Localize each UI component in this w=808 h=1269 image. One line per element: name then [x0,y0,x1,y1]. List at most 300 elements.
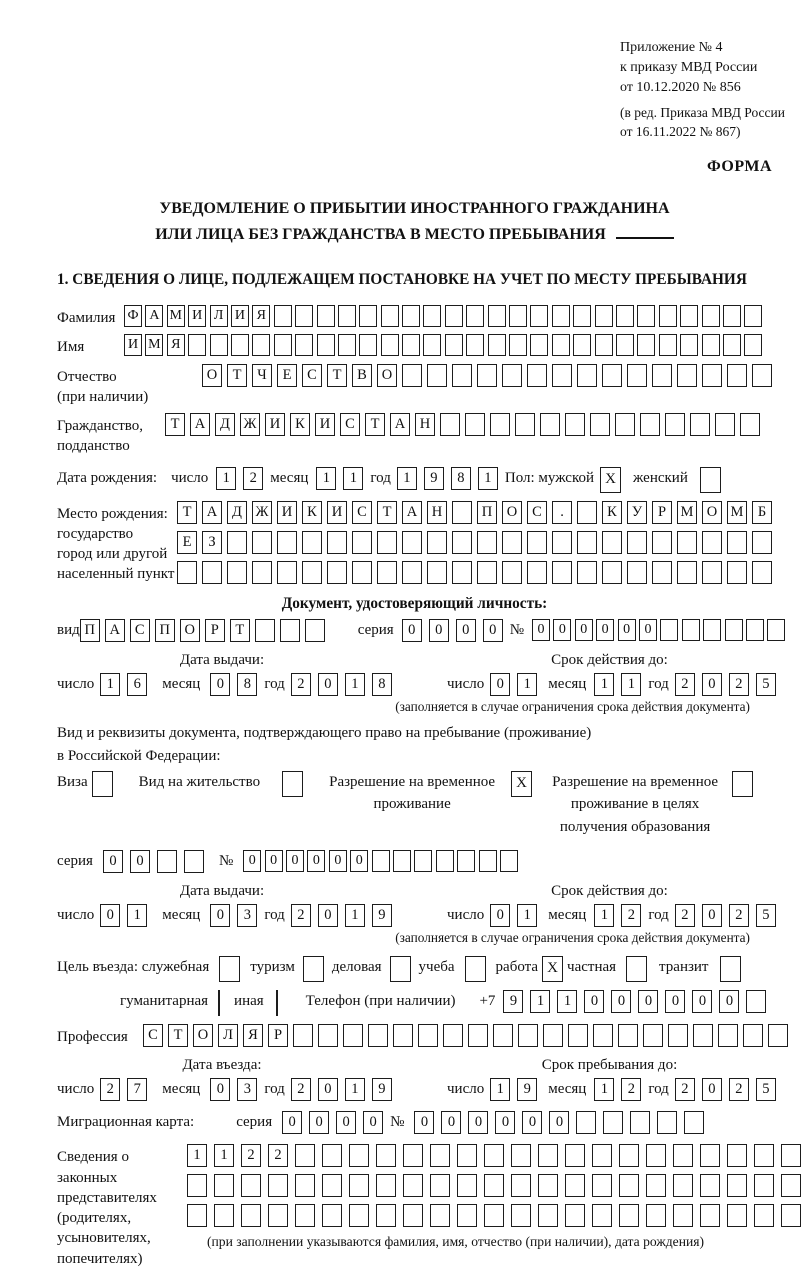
char-box[interactable] [430,1204,450,1227]
char-box[interactable]: 0 [692,990,712,1013]
char-box[interactable] [427,364,447,387]
char-box[interactable] [214,1204,234,1227]
char-box[interactable]: З [202,531,222,554]
char-box[interactable] [577,364,597,387]
char-box[interactable] [657,1111,677,1134]
char-box[interactable] [725,619,743,641]
char-box[interactable] [540,413,560,436]
char-box[interactable] [552,364,572,387]
temp-residence-checkbox[interactable]: X [511,771,532,797]
char-box[interactable]: Т [365,413,385,436]
char-box[interactable]: 1 [345,673,365,696]
char-box[interactable]: 0 [490,673,510,696]
char-box[interactable] [752,531,772,554]
char-box[interactable]: С [527,501,547,524]
char-box[interactable]: 9 [503,990,523,1013]
char-box[interactable] [619,1144,639,1167]
char-box[interactable] [465,413,485,436]
char-box[interactable]: 8 [372,673,392,696]
char-box[interactable]: 0 [336,1111,356,1134]
char-box[interactable] [565,1174,585,1197]
char-box[interactable]: К [302,501,322,524]
char-box[interactable] [477,561,497,584]
char-box[interactable]: С [130,619,150,642]
char-box[interactable]: 1 [127,904,147,927]
char-box[interactable]: 0 [495,1111,515,1134]
char-box[interactable] [538,1204,558,1227]
char-box[interactable]: 0 [243,850,261,872]
char-box[interactable]: Ч [252,364,272,387]
char-box[interactable] [700,1204,720,1227]
char-box[interactable] [457,850,475,872]
char-box[interactable] [659,334,677,356]
char-box[interactable]: 1 [214,1144,234,1167]
char-box[interactable]: Л [218,1024,238,1047]
char-box[interactable] [619,1174,639,1197]
char-box[interactable] [445,334,463,356]
char-box[interactable]: 0 [265,850,283,872]
char-box[interactable] [274,305,292,327]
char-box[interactable] [423,334,441,356]
char-box[interactable]: В [352,364,372,387]
char-box[interactable]: 0 [130,850,150,873]
char-box[interactable] [702,531,722,554]
char-box[interactable] [565,413,585,436]
char-box[interactable] [568,1024,588,1047]
char-box[interactable]: Т [327,364,347,387]
char-box[interactable]: 1 [187,1144,207,1167]
char-box[interactable] [317,334,335,356]
char-box[interactable] [527,364,547,387]
char-box[interactable]: 2 [243,467,263,490]
char-box[interactable]: Т [177,501,197,524]
char-box[interactable] [349,1204,369,1227]
char-box[interactable]: С [302,364,322,387]
char-box[interactable] [327,561,347,584]
char-box[interactable] [616,305,634,327]
char-box[interactable] [305,619,325,642]
char-box[interactable]: 2 [729,673,749,696]
char-box[interactable] [754,1144,774,1167]
char-box[interactable] [727,1174,747,1197]
char-box[interactable]: А [145,305,163,327]
char-box[interactable] [754,1174,774,1197]
char-box[interactable] [727,364,747,387]
char-box[interactable] [488,334,506,356]
char-box[interactable] [619,1204,639,1227]
char-box[interactable] [349,1144,369,1167]
char-box[interactable] [452,531,472,554]
char-box[interactable]: М [145,334,163,356]
purpose-chastnaya-checkbox[interactable] [626,956,647,982]
char-box[interactable] [677,531,697,554]
char-box[interactable]: А [105,619,125,642]
char-box[interactable] [630,1111,650,1134]
char-box[interactable]: Р [652,501,672,524]
char-box[interactable] [402,364,422,387]
char-box[interactable]: 0 [618,619,636,641]
char-box[interactable]: 0 [638,990,658,1013]
char-box[interactable] [393,850,411,872]
char-box[interactable] [768,1024,788,1047]
char-box[interactable] [202,561,222,584]
char-box[interactable] [500,850,518,872]
char-box[interactable] [754,1204,774,1227]
char-box[interactable]: А [190,413,210,436]
char-box[interactable] [718,1024,738,1047]
char-box[interactable] [700,1144,720,1167]
char-box[interactable] [368,1024,388,1047]
char-box[interactable] [338,305,356,327]
char-box[interactable]: 0 [318,904,338,927]
char-box[interactable] [214,1174,234,1197]
char-box[interactable] [452,501,472,524]
char-box[interactable]: 6 [127,673,147,696]
char-box[interactable]: О [502,501,522,524]
char-box[interactable]: 0 [363,1111,383,1134]
char-box[interactable] [668,1024,688,1047]
char-box[interactable]: А [202,501,222,524]
char-box[interactable] [352,561,372,584]
char-box[interactable] [493,1024,513,1047]
char-box[interactable] [381,334,399,356]
char-box[interactable] [295,305,313,327]
char-box[interactable] [746,619,764,641]
purpose-inaya-checkbox[interactable] [276,990,278,1016]
char-box[interactable]: 0 [402,619,422,642]
char-box[interactable]: 0 [719,990,739,1013]
char-box[interactable] [440,413,460,436]
char-box[interactable] [343,1024,363,1047]
char-box[interactable]: И [231,305,249,327]
char-box[interactable] [187,1174,207,1197]
char-box[interactable] [352,531,372,554]
char-box[interactable] [518,1024,538,1047]
char-box[interactable]: 1 [594,904,614,927]
char-box[interactable] [715,413,735,436]
char-box[interactable]: 2 [675,1078,695,1101]
char-box[interactable]: Б [752,501,772,524]
char-box[interactable]: 2 [291,1078,311,1101]
char-box[interactable]: 2 [729,904,749,927]
char-box[interactable] [488,305,506,327]
char-box[interactable]: Т [227,364,247,387]
char-box[interactable] [277,561,297,584]
char-box[interactable] [502,364,522,387]
char-box[interactable] [593,1024,613,1047]
char-box[interactable]: С [352,501,372,524]
char-box[interactable]: 0 [702,673,722,696]
char-box[interactable] [445,305,463,327]
char-box[interactable] [682,619,700,641]
temp-residence-edu-checkbox[interactable] [732,771,753,797]
char-box[interactable]: 0 [665,990,685,1013]
char-box[interactable]: О [202,364,222,387]
char-box[interactable]: М [167,305,185,327]
char-box[interactable]: 0 [307,850,325,872]
char-box[interactable] [702,334,720,356]
char-box[interactable] [430,1144,450,1167]
char-box[interactable] [637,334,655,356]
sex-male-checkbox[interactable]: X [600,467,621,493]
char-box[interactable]: 9 [372,904,392,927]
char-box[interactable] [752,364,772,387]
char-box[interactable] [338,334,356,356]
char-box[interactable] [457,1144,477,1167]
char-box[interactable] [393,1024,413,1047]
char-box[interactable]: 1 [397,467,417,490]
char-box[interactable] [477,364,497,387]
char-box[interactable] [652,531,672,554]
char-box[interactable]: 1 [490,1078,510,1101]
char-box[interactable] [274,334,292,356]
char-box[interactable] [727,1144,747,1167]
sex-female-checkbox[interactable] [700,467,721,493]
char-box[interactable] [602,364,622,387]
char-box[interactable]: Я [252,305,270,327]
char-box[interactable]: 9 [517,1078,537,1101]
char-box[interactable]: 1 [517,904,537,927]
char-box[interactable]: 1 [345,904,365,927]
char-box[interactable]: Ж [240,413,260,436]
char-box[interactable]: 0 [210,904,230,927]
char-box[interactable] [727,561,747,584]
char-box[interactable]: 2 [729,1078,749,1101]
char-box[interactable] [743,1024,763,1047]
char-box[interactable] [377,561,397,584]
char-box[interactable] [781,1174,801,1197]
char-box[interactable] [700,1174,720,1197]
char-box[interactable] [466,334,484,356]
char-box[interactable] [452,561,472,584]
char-box[interactable]: 0 [329,850,347,872]
char-box[interactable] [414,850,432,872]
char-box[interactable]: 2 [291,673,311,696]
char-box[interactable]: 7 [127,1078,147,1101]
char-box[interactable]: И [265,413,285,436]
char-box[interactable] [241,1174,261,1197]
char-box[interactable] [423,305,441,327]
char-box[interactable] [295,1144,315,1167]
char-box[interactable] [430,1174,450,1197]
char-box[interactable] [659,305,677,327]
char-box[interactable] [277,531,297,554]
char-box[interactable] [530,305,548,327]
char-box[interactable] [646,1204,666,1227]
char-box[interactable] [227,531,247,554]
char-box[interactable]: 0 [100,904,120,927]
char-box[interactable] [543,1024,563,1047]
char-box[interactable] [381,305,399,327]
char-box[interactable] [227,561,247,584]
char-box[interactable] [322,1204,342,1227]
char-box[interactable]: А [402,501,422,524]
char-box[interactable] [511,1204,531,1227]
char-box[interactable] [295,1174,315,1197]
char-box[interactable]: 2 [621,1078,641,1101]
char-box[interactable] [302,531,322,554]
char-box[interactable]: Е [177,531,197,554]
char-box[interactable] [255,619,275,642]
char-box[interactable]: 0 [584,990,604,1013]
char-box[interactable] [403,1204,423,1227]
char-box[interactable]: 0 [549,1111,569,1134]
char-box[interactable] [592,1144,612,1167]
char-box[interactable] [660,619,678,641]
char-box[interactable] [577,561,597,584]
char-box[interactable] [372,850,390,872]
char-box[interactable] [615,413,635,436]
char-box[interactable]: . [552,501,572,524]
char-box[interactable] [640,413,660,436]
purpose-rabota-checkbox[interactable]: X [542,956,563,982]
char-box[interactable] [177,561,197,584]
char-box[interactable]: С [143,1024,163,1047]
char-box[interactable]: Р [205,619,225,642]
char-box[interactable] [268,1174,288,1197]
char-box[interactable] [702,364,722,387]
char-box[interactable]: 1 [594,1078,614,1101]
char-box[interactable]: О [180,619,200,642]
char-box[interactable]: 0 [639,619,657,641]
char-box[interactable]: Н [427,501,447,524]
char-box[interactable]: 2 [675,673,695,696]
char-box[interactable] [479,850,497,872]
char-box[interactable]: 0 [282,1111,302,1134]
char-box[interactable]: 0 [414,1111,434,1134]
char-box[interactable] [595,305,613,327]
char-box[interactable] [295,1204,315,1227]
char-box[interactable]: Я [243,1024,263,1047]
char-box[interactable] [595,334,613,356]
char-box[interactable] [403,1174,423,1197]
residence-permit-checkbox[interactable] [282,771,303,797]
char-box[interactable] [627,561,647,584]
char-box[interactable] [402,305,420,327]
char-box[interactable] [515,413,535,436]
char-box[interactable] [565,1204,585,1227]
char-box[interactable]: Е [277,364,297,387]
char-box[interactable]: А [390,413,410,436]
char-box[interactable]: О [377,364,397,387]
char-box[interactable]: 0 [210,673,230,696]
char-box[interactable]: М [677,501,697,524]
char-box[interactable] [573,305,591,327]
char-box[interactable]: О [702,501,722,524]
char-box[interactable]: П [80,619,100,642]
char-box[interactable]: 8 [451,467,471,490]
char-box[interactable]: 0 [522,1111,542,1134]
char-box[interactable] [280,619,300,642]
char-box[interactable] [781,1204,801,1227]
char-box[interactable] [767,619,785,641]
char-box[interactable] [457,1174,477,1197]
char-box[interactable] [646,1174,666,1197]
purpose-turizm-checkbox[interactable] [303,956,324,982]
char-box[interactable]: 2 [100,1078,120,1101]
char-box[interactable] [665,413,685,436]
char-box[interactable]: Я [167,334,185,356]
char-box[interactable]: И [277,501,297,524]
char-box[interactable] [187,1204,207,1227]
char-box[interactable] [376,1204,396,1227]
char-box[interactable] [752,561,772,584]
char-box[interactable] [680,305,698,327]
char-box[interactable] [349,1174,369,1197]
char-box[interactable] [538,1144,558,1167]
char-box[interactable]: 0 [318,1078,338,1101]
char-box[interactable] [359,305,377,327]
char-box[interactable]: 2 [621,904,641,927]
char-box[interactable] [702,305,720,327]
char-box[interactable]: 0 [596,619,614,641]
char-box[interactable]: 0 [286,850,304,872]
char-box[interactable]: Р [268,1024,288,1047]
char-box[interactable] [602,531,622,554]
char-box[interactable] [723,305,741,327]
char-box[interactable]: 5 [756,673,776,696]
purpose-ucheba-checkbox[interactable] [465,956,486,982]
char-box[interactable]: 0 [103,850,123,873]
char-box[interactable]: О [193,1024,213,1047]
char-box[interactable]: 3 [237,904,257,927]
char-box[interactable] [652,561,672,584]
char-box[interactable] [552,334,570,356]
char-box[interactable] [302,561,322,584]
char-box[interactable]: 0 [350,850,368,872]
visa-checkbox[interactable] [92,771,113,797]
char-box[interactable] [477,531,497,554]
char-box[interactable] [592,1204,612,1227]
char-box[interactable] [727,1204,747,1227]
char-box[interactable] [576,1111,596,1134]
char-box[interactable]: Д [227,501,247,524]
char-box[interactable]: Л [210,305,228,327]
char-box[interactable] [484,1204,504,1227]
char-box[interactable]: М [727,501,747,524]
char-box[interactable]: Т [165,413,185,436]
char-box[interactable] [466,305,484,327]
char-box[interactable] [376,1144,396,1167]
char-box[interactable] [727,531,747,554]
char-box[interactable]: И [315,413,335,436]
char-box[interactable] [418,1024,438,1047]
char-box[interactable] [552,531,572,554]
char-box[interactable]: Т [377,501,397,524]
char-box[interactable]: 5 [756,1078,776,1101]
char-box[interactable] [443,1024,463,1047]
char-box[interactable] [723,334,741,356]
char-box[interactable]: 0 [553,619,571,641]
char-box[interactable]: К [602,501,622,524]
char-box[interactable] [781,1144,801,1167]
char-box[interactable]: 1 [517,673,537,696]
char-box[interactable] [740,413,760,436]
char-box[interactable] [690,413,710,436]
char-box[interactable] [452,364,472,387]
char-box[interactable]: 0 [318,673,338,696]
char-box[interactable] [318,1024,338,1047]
char-box[interactable]: 0 [483,619,503,642]
char-box[interactable] [293,1024,313,1047]
char-box[interactable] [511,1144,531,1167]
char-box[interactable]: 0 [702,1078,722,1101]
char-box[interactable] [490,413,510,436]
char-box[interactable]: 1 [216,467,236,490]
char-box[interactable] [603,1111,623,1134]
char-box[interactable] [252,531,272,554]
char-box[interactable] [457,1204,477,1227]
